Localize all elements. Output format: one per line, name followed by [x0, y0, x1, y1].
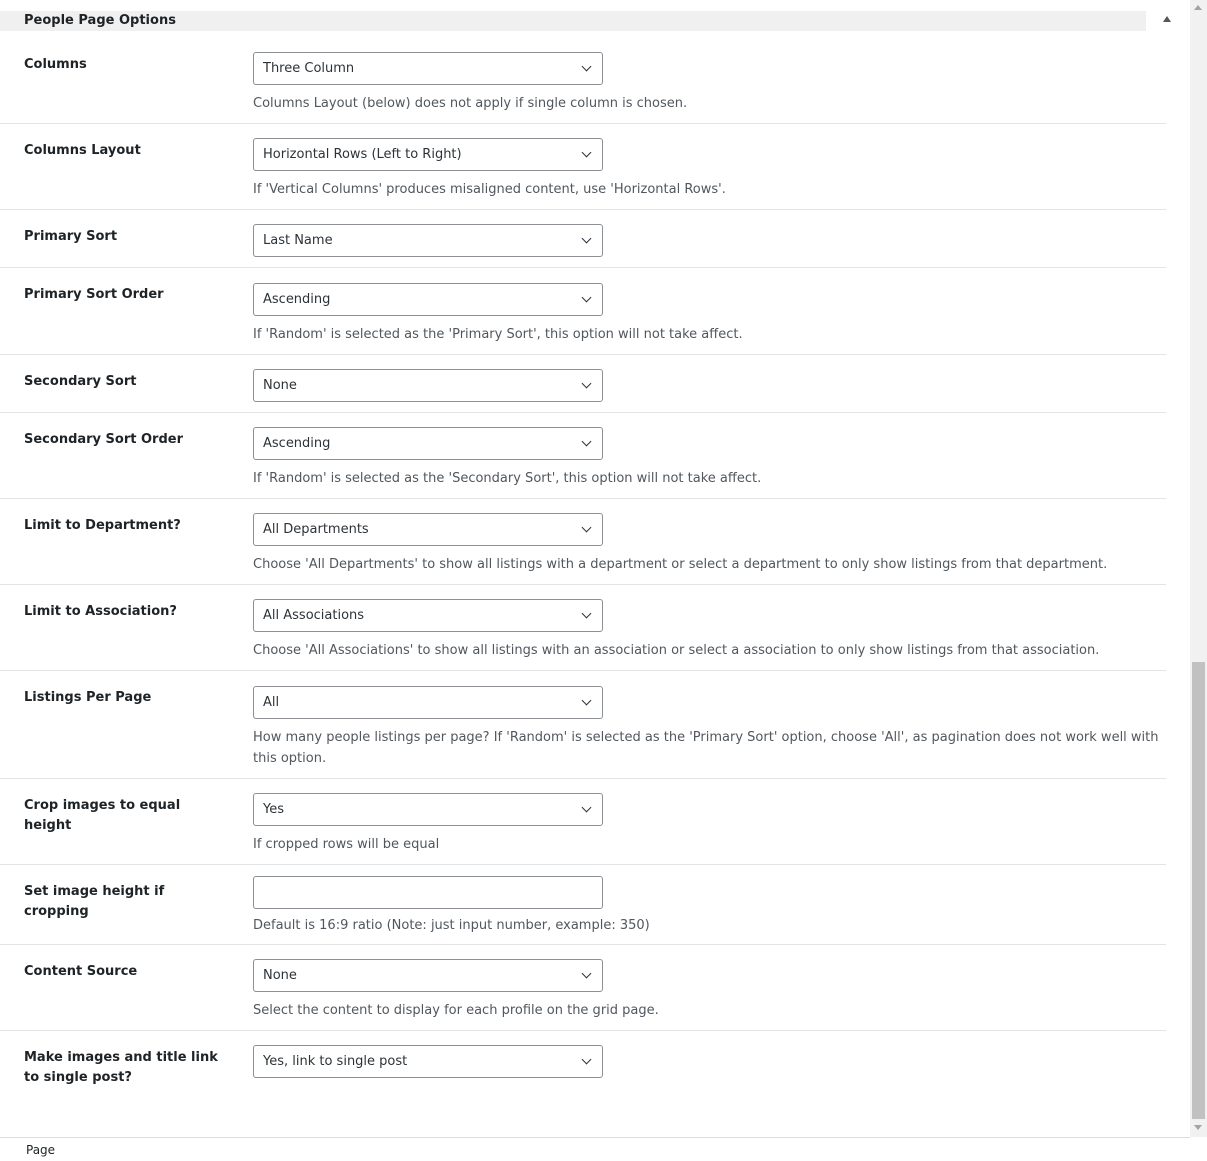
select-value: Three Column	[263, 61, 355, 76]
select-value: All Associations	[263, 608, 365, 623]
select-value: Ascending	[263, 436, 331, 451]
option-row-secondary-sort	[0, 355, 1166, 413]
option-row-link-single-post	[0, 1031, 1166, 1111]
option-help-text: Columns Layout (below) does not apply if single column is chosen.	[253, 96, 688, 111]
option-label: Limit to Association?	[24, 604, 177, 619]
chevron-down-icon	[582, 803, 592, 813]
option-row-image-height	[0, 865, 1166, 945]
select-value: Yes	[263, 802, 284, 817]
department-select[interactable]	[253, 513, 603, 546]
option-help-text: If 'Random' is selected as the 'Secondary Sort', this option will not take affect.	[253, 471, 762, 486]
option-row-secondary-sort-order	[0, 413, 1166, 499]
footer-page-label: Page	[26, 1143, 56, 1157]
scroll-up-arrow-icon[interactable]	[1194, 5, 1202, 10]
crop-images-select[interactable]	[253, 793, 603, 826]
chevron-down-icon	[582, 696, 592, 706]
option-row-primary-sort-order	[0, 268, 1166, 355]
chevron-down-icon	[582, 609, 592, 619]
option-help-text: If cropped rows will be equal	[253, 837, 440, 852]
chevron-down-icon	[582, 1055, 592, 1065]
option-label: Secondary Sort	[24, 374, 137, 389]
content-source-select[interactable]	[253, 959, 603, 992]
vertical-scrollbar[interactable]	[1190, 0, 1207, 1137]
panel-header[interactable]	[0, 11, 1146, 31]
columns-select[interactable]	[253, 52, 603, 85]
option-label: Secondary Sort Order	[24, 432, 184, 447]
option-label: Limit to Department?	[24, 518, 181, 533]
chevron-down-icon	[582, 969, 592, 979]
option-row-content-source	[0, 945, 1166, 1031]
chevron-down-icon	[582, 148, 592, 158]
select-value: Horizontal Rows (Left to Right)	[263, 147, 462, 162]
option-label: Crop images to equal height	[24, 798, 181, 833]
chevron-down-icon	[582, 293, 592, 303]
columns-layout-select[interactable]	[253, 138, 603, 171]
option-help-text: If 'Vertical Columns' produces misaligned content, use 'Horizontal Rows'.	[253, 182, 726, 197]
collapse-toggle-icon[interactable]	[1163, 16, 1171, 22]
option-row-primary-sort	[0, 210, 1166, 268]
option-label: Columns Layout	[24, 143, 141, 158]
option-row-listings-per-page	[0, 671, 1166, 779]
footer-divider	[0, 1137, 1190, 1138]
option-row-columns	[0, 38, 1166, 124]
select-value: All	[263, 695, 280, 710]
panel-title: People Page Options	[24, 13, 176, 28]
chevron-down-icon	[582, 437, 592, 447]
option-label: Make images and title link to single post?	[24, 1050, 218, 1085]
select-value: None	[263, 968, 297, 983]
primary-sort-select[interactable]	[253, 224, 603, 257]
option-label: Content Source	[24, 964, 138, 979]
option-label: Listings Per Page	[24, 690, 152, 705]
select-value: None	[263, 378, 297, 393]
chevron-down-icon	[582, 523, 592, 533]
select-value: Ascending	[263, 292, 331, 307]
link-single-post-select[interactable]	[253, 1045, 603, 1078]
option-help-text: Select the content to display for each profile on the grid page.	[253, 1003, 659, 1018]
image-height-input[interactable]	[253, 876, 603, 909]
select-value: All Departments	[263, 522, 369, 537]
option-help-text: Choose 'All Associations' to show all listings with an association or select a association to only show listings from that association.	[253, 643, 1100, 658]
chevron-down-icon	[582, 379, 592, 389]
option-help-text: Choose 'All Departments' to show all listings with a department or select a department to only show listings from that department.	[253, 557, 1108, 572]
option-label: Columns	[24, 57, 87, 72]
chevron-down-icon	[582, 62, 592, 72]
select-value: Yes, link to single post	[263, 1054, 408, 1069]
option-row-limit-department	[0, 499, 1166, 585]
option-row-limit-association	[0, 585, 1166, 671]
option-help-text: Default is 16:9 ratio (Note: just input number, example: 350)	[253, 918, 650, 933]
secondary-sort-order-select[interactable]	[253, 427, 603, 460]
chevron-down-icon	[582, 234, 592, 244]
scrollbar-thumb[interactable]	[1192, 662, 1205, 1119]
option-help-text: If 'Random' is selected as the 'Primary Sort', this option will not take affect.	[253, 327, 743, 342]
secondary-sort-select[interactable]	[253, 369, 603, 402]
option-label: Primary Sort Order	[24, 287, 164, 302]
option-label: Set image height if cropping	[24, 884, 165, 919]
association-select[interactable]	[253, 599, 603, 632]
primary-sort-order-select[interactable]	[253, 283, 603, 316]
listings-per-page-select[interactable]	[253, 686, 603, 719]
scroll-down-arrow-icon[interactable]	[1194, 1125, 1202, 1130]
option-row-crop-images	[0, 779, 1166, 865]
options-list	[0, 38, 1166, 1111]
option-row-columns-layout	[0, 124, 1166, 210]
select-value: Last Name	[263, 233, 333, 248]
option-label: Primary Sort	[24, 229, 118, 244]
option-help-text: How many people listings per page? If 'Random' is selected as the 'Primary Sort' option, choose 'All', as pagination does not work well with this option.	[253, 730, 1159, 766]
